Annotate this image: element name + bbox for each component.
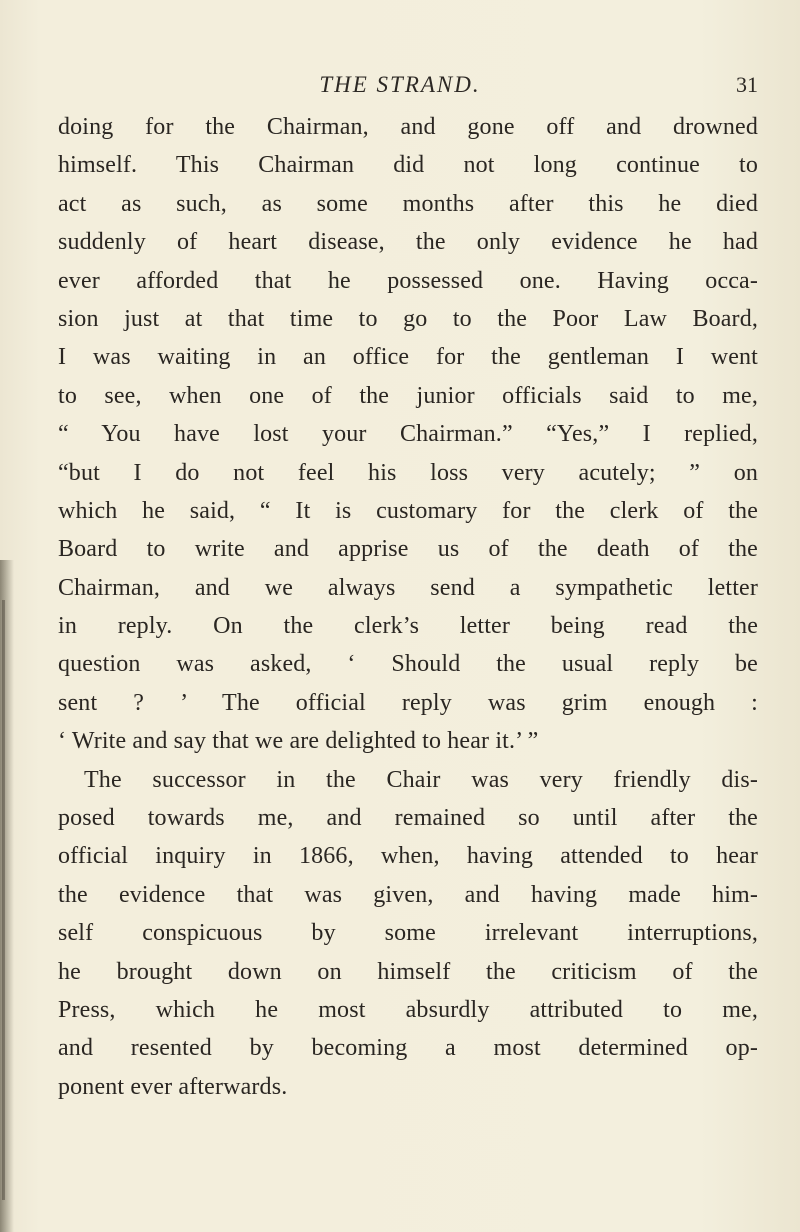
text-line: Chairman, and we always send a sympathetic letter: [58, 574, 758, 601]
text-line: Press, which he most absurdly attributed to me,: [58, 996, 758, 1023]
text-line: doing for the Chairman, and gone off and drowned: [58, 114, 758, 140]
text-line: sion just at that time to go to the Poor Law Board,: [58, 305, 758, 332]
running-head: THE STRAND.: [319, 72, 481, 97]
spine-line: [2, 600, 5, 1200]
text-line: ever afforded that he possessed one. Having occa-: [58, 267, 758, 294]
body-text: [58, 108, 758, 1106]
text-line: and resented by becoming a most determined op-: [58, 1035, 758, 1062]
text-line: he brought down on himself the criticism of the: [58, 958, 758, 985]
text-line: to see, when one of the junior officials said to me,: [58, 382, 758, 409]
text-line: question was asked, ‘ Should the usual reply be: [58, 651, 758, 678]
text-line: ‘ Write and say that we are delighted to hear it.’ ”: [58, 728, 539, 755]
text-line: “but I do not feel his loss very acutely; ” on: [58, 459, 758, 486]
text-line: sent ? ’ The official reply was grim enough :: [58, 689, 758, 716]
text-line: suddenly of heart disease, the only evidence he had: [58, 229, 758, 256]
text-line: ponent ever afterwards.: [58, 1073, 288, 1100]
text-line: himself. This Chairman did not long continue to: [58, 152, 758, 179]
page-number: 31: [736, 72, 758, 97]
text-line: official inquiry in 1866, when, having attended to hear: [58, 843, 758, 870]
text-line: the evidence that was given, and having made him-: [58, 881, 758, 908]
text-line: I was waiting in an office for the gentleman I went: [58, 344, 758, 371]
text-line: act as such, as some months after this he died: [58, 190, 758, 217]
text-line: in reply. On the clerk’s letter being read the: [58, 613, 758, 640]
page-header: [0, 66, 800, 106]
text-line: which he said, “ It is customary for the clerk of the: [58, 497, 758, 524]
text-line: Board to write and apprise us of the death of the: [58, 536, 758, 563]
text-line: self conspicuous by some irrelevant interruptions,: [58, 920, 758, 947]
text-line: “ You have lost your Chairman.” “Yes,” I replied,: [58, 421, 758, 448]
text-line: posed towards me, and remained so until after the: [58, 805, 758, 832]
paragraph-first-line: The successor in the Chair was very friendly dis-: [84, 766, 758, 793]
